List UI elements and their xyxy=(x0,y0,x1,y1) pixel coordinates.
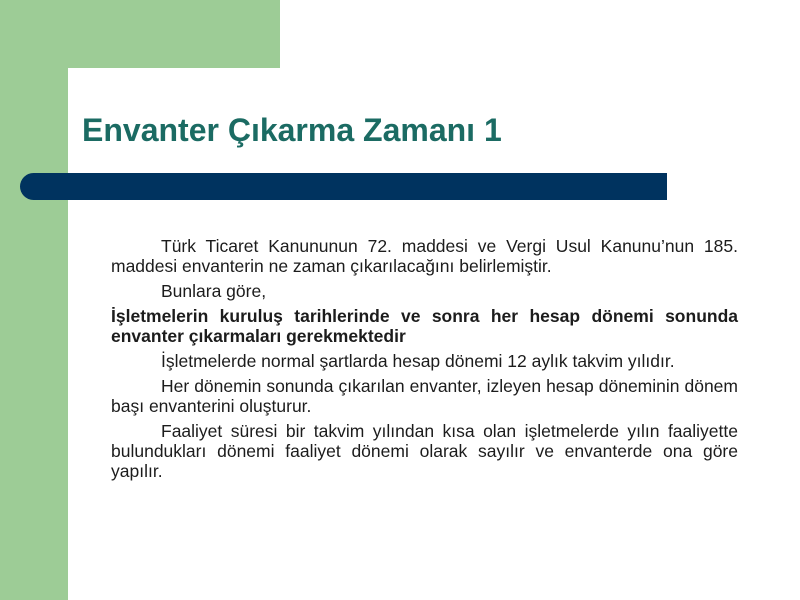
paragraph-short-period: Faaliyet süresi bir takvim yılından kısa olan işletmelerde yılın faaliyette bulundukları dönemi faaliyet dönemi olarak sayılır ve envanterde ona göre yapılır. xyxy=(111,421,738,481)
paragraph-accordingly: Bunlara göre, xyxy=(161,281,267,301)
slide-body xyxy=(111,236,738,486)
slide-title: Envanter Çıkarma Zamanı 1 xyxy=(82,112,502,148)
paragraph-accounting-period: İşletmelerde normal şartlarda hesap dönemi 12 aylık takvim yılıdır. xyxy=(161,351,675,371)
paragraph-law-reference: Türk Ticaret Kanununun 72. maddesi ve Vergi Usul Kanunu’nun 185. maddesi envanterin ne zaman çıkarılacağını belirlemiştir. xyxy=(111,236,738,276)
paragraph-key-statement: İşletmelerin kuruluş tarihlerinde ve sonra her hesap dönemi sonunda envanter çıkarmaları gerekmektedir xyxy=(111,306,738,346)
decorative-green-band-left xyxy=(0,0,68,600)
paragraph-opening-inventory: Her dönemin sonunda çıkarılan envanter, izleyen hesap döneminin dönem başı envanterini oluşturur. xyxy=(111,376,738,416)
title-underline-bar xyxy=(20,173,667,200)
